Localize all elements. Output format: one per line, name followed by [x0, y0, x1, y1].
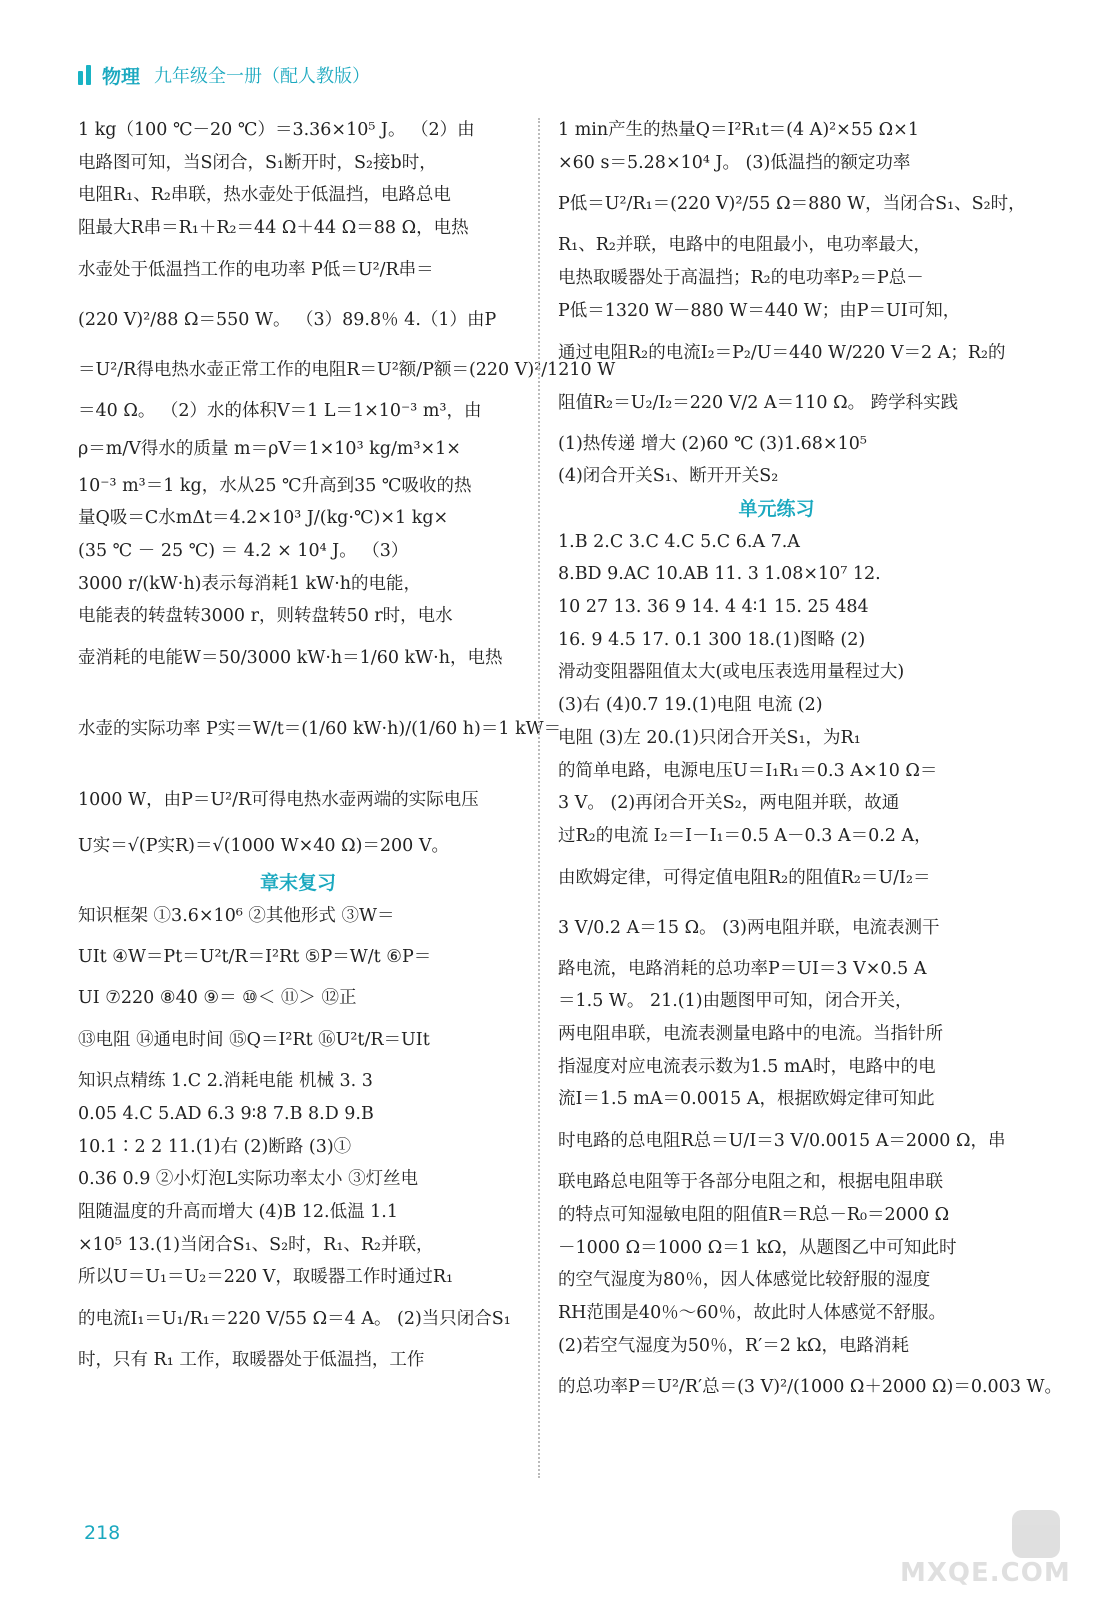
text-line: 1 min产生的热量Q＝I²R₁t＝(4 A)²×55 Ω×1	[558, 120, 919, 140]
text-line: 两电阻串联，电流表测量电路中的电流。当指针所	[558, 1024, 943, 1045]
text-line: 1000 W，由P＝U²/R可得电热水壶两端的实际电压	[78, 790, 479, 811]
text-line: (3)右 (4)0.7 19.(1)电阻 电流 (2)	[558, 695, 823, 716]
text-line: ＝40 Ω。 （2）水的体积V＝1 L＝1×10⁻³ m³，由	[78, 400, 482, 421]
text-line: 电热取暖器处于高温挡；R₂的电功率P₂＝P总－	[558, 268, 924, 289]
text-line: 10.1∶2 2 11.(1)右 (2)断路 (3)①	[78, 1136, 352, 1157]
text-line: (220 V)²/88 Ω＝550 W。 （3）89.8％ 4.（1）由P	[78, 309, 497, 330]
text-line: 的电流I₁＝U₁/R₁＝220 V/55 Ω＝4 A。 (2)当只闭合S₁	[78, 1309, 511, 1330]
text-line: 时，只有 R₁ 工作，取暖器处于低温挡，工作	[78, 1350, 425, 1371]
text-line: 10⁻³ m³＝1 kg，水从25 ℃升高到35 ℃吸收的热	[78, 475, 472, 496]
text-line: 阻值R₂＝U₂/I₂＝220 V/2 A＝110 Ω。 跨学科实践	[558, 392, 959, 413]
page-number: 218	[84, 1522, 121, 1544]
text-line: (35 ℃ － 25 ℃) ＝ 4.2 × 10⁴ J。 （3）	[78, 540, 409, 561]
text-line: 路电流，电路消耗的总功率P＝UI＝3 V×0.5 A	[558, 958, 927, 979]
text-line: 的简单电路，电源电压U＝I₁R₁＝0.3 A×10 Ω＝	[558, 760, 938, 781]
section-title-chapter-review: 章末复习	[259, 872, 336, 895]
text-line: P低＝U²/R₁＝(220 V)²/55 Ω＝880 W，当闭合S₁、S₂时，	[558, 194, 1026, 215]
text-line: 指湿度对应电流表示数为1.5 mA时，电路中的电	[558, 1056, 936, 1077]
header-subject: 物理	[102, 65, 141, 88]
text-line: 通过电阻R₂的电流I₂＝P₂/U＝440 W/220 V＝2 A；R₂的	[558, 342, 1006, 363]
text-line: 壶消耗的电能W＝50/3000 kW·h＝1/60 kW·h，电热	[78, 648, 503, 669]
text-line: 知识框架 ①3.6×10⁶ ②其他形式 ③W＝	[78, 905, 395, 926]
text-line: 水壶的实际功率 P实＝W/t＝(1/60 kW·h)/(1/60 h)＝1 kW＝	[78, 719, 562, 740]
text-line: 水壶处于低温挡工作的电功率 P低＝U²/R串＝	[78, 259, 434, 280]
section-title-unit-practice: 单元练习	[738, 497, 815, 520]
text-line: 的特点可知湿敏电阻的阻值R＝R总－R₀＝2000 Ω	[558, 1204, 950, 1225]
text-line: (1)热传递 增大 (2)60 ℃ (3)1.68×10⁵	[558, 433, 867, 454]
text-line: (4)闭合开关S₁、断开开关S₂	[558, 466, 779, 487]
left-column	[78, 114, 616, 1377]
text-line: 电能表的转盘转3000 r，则转盘转50 r时，电水	[78, 606, 453, 627]
text-line: 量Q吸＝C水mΔt＝4.2×10³ J/(kg·℃)×1 kg×	[78, 508, 449, 529]
text-line: R₁、R₂并联，电路中的电阻最小，电功率最大，	[558, 235, 931, 256]
text-line: 1.B 2.C 3.C 4.C 5.C 6.A 7.A	[558, 531, 800, 552]
text-line: ×10⁵ 13.(1)当闭合S₁、S₂时，R₁、R₂并联，	[78, 1234, 434, 1255]
text-line: RH范围是40％～60％，故此时人体感觉不舒服。	[558, 1302, 946, 1323]
column-divider	[538, 118, 540, 1478]
text-line: 0.05 4.C 5.AD 6.3 9∶8 7.B 8.D 9.B	[78, 1103, 374, 1124]
text-line: 电路图可知，当S闭合，S₁断开时，S₂接b时，	[78, 152, 437, 173]
text-line: 16. 9 4.5 17. 0.1 300 18.(1)图略 (2)	[558, 629, 866, 650]
page-header	[78, 58, 370, 92]
text-line: 阻随温度的升高而增大 (4)B 12.低温 1.1	[78, 1201, 398, 1222]
text-line: 8.BD 9.AC 10.AB 11. 3 1.08×10⁷ 12.	[558, 564, 881, 585]
watermark	[900, 1510, 1070, 1590]
text-line: ×60 s＝5.28×10⁴ J。 (3)低温挡的额定功率	[558, 152, 911, 173]
text-line: 10 27 13. 36 9 14. 4 4∶1 15. 25 484	[558, 597, 869, 618]
text-line: 流I＝1.5 mA＝0.0015 A，根据欧姆定律可知此	[558, 1089, 935, 1110]
text-line: 过R₂的电流 I₂＝I－I₁＝0.5 A－0.3 A＝0.2 A，	[558, 825, 932, 846]
text-line: 所以U＝U₁＝U₂＝220 V，取暖器工作时通过R₁	[78, 1267, 454, 1288]
text-line: ⑬电阻 ⑭通电时间 ⑮Q＝I²Rt ⑯U²t/R＝UIt	[78, 1030, 430, 1051]
text-line: 时电路的总电阻R总＝U/I＝3 V/0.0015 A＝2000 Ω，串	[558, 1131, 1006, 1152]
right-column	[558, 114, 1063, 1412]
text-line: ＝1.5 W。 21.(1)由题图甲可知，闭合开关，	[558, 991, 913, 1012]
text-line: 的空气湿度为80％，因人体感觉比较舒服的湿度	[558, 1270, 931, 1291]
text-line: 由欧姆定律，可得定值电阻R₂的阻值R₂＝U/I₂＝	[558, 867, 931, 888]
text-line: 3 V。 (2)再闭合开关S₂，两电阻并联，故通	[558, 793, 900, 814]
text-line: (2)若空气湿度为50％，R′＝2 kΩ，电路消耗	[558, 1335, 910, 1356]
text-line: UIt ④W＝Pt＝U²t/R＝I²Rt ⑤P＝W/t ⑥P＝	[78, 947, 432, 968]
text-line: 阻最大R串＝R₁＋R₂＝44 Ω＋44 Ω＝88 Ω，电热	[78, 218, 469, 239]
text-line: UI ⑦220 ⑧40 ⑨＝ ⑩＜ ⑪＞ ⑫正	[78, 988, 357, 1009]
header-bars-icon	[78, 65, 94, 85]
watermark-text: MXQE.COM	[900, 1558, 1071, 1588]
text-line: P低＝1320 W－880 W＝440 W；由P＝UI可知，	[558, 300, 961, 321]
text-line: 滑动变阻器阻值太大(或电压表选用量程过大)	[558, 662, 905, 683]
text-line: 3 V/0.2 A＝15 Ω。 (3)两电阻并联，电流表测干	[558, 917, 940, 938]
text-line: 1 kg（100 ℃－20 ℃）＝3.36×10⁵ J。 （2）由	[78, 120, 475, 140]
text-line: ρ＝m/V得水的质量 m＝ρV＝1×10³ kg/m³×1×	[78, 438, 461, 459]
watermark-logo-icon	[1012, 1510, 1060, 1558]
text-line: ＝U²/R得电热水壶正常工作的电阻R＝U²额/P额＝(220 V)²/1210 W	[78, 359, 616, 380]
text-line: 电阻 (3)左 20.(1)只闭合开关S₁，为R₁	[558, 727, 861, 748]
text-line: U实＝√(P实R)＝√(1000 W×40 Ω)＝200 V。	[78, 836, 450, 857]
text-line: －1000 Ω＝1000 Ω＝1 kΩ，从题图乙中可知此时	[558, 1237, 957, 1258]
header-grade: 九年级全一册（配人教版）	[154, 66, 371, 87]
text-line: 3000 r/(kW·h)表示每消耗1 kW·h的电能，	[78, 573, 422, 594]
text-line: 电阻R₁、R₂串联，热水壶处于低温挡，电路总电	[78, 185, 451, 206]
text-line: 知识点精练 1.C 2.消耗电能 机械 3. 3	[78, 1071, 373, 1092]
text-line: 的总功率P＝U²/R′总＝(3 V)²/(1000 Ω＋2000 Ω)＝0.003 W。	[558, 1377, 1063, 1398]
text-line: 联电路总电阻等于各部分电阻之和，根据电阻串联	[558, 1172, 943, 1193]
text-line: 0.36 0.9 ②小灯泡L实际功率太小 ③灯丝电	[78, 1169, 419, 1190]
